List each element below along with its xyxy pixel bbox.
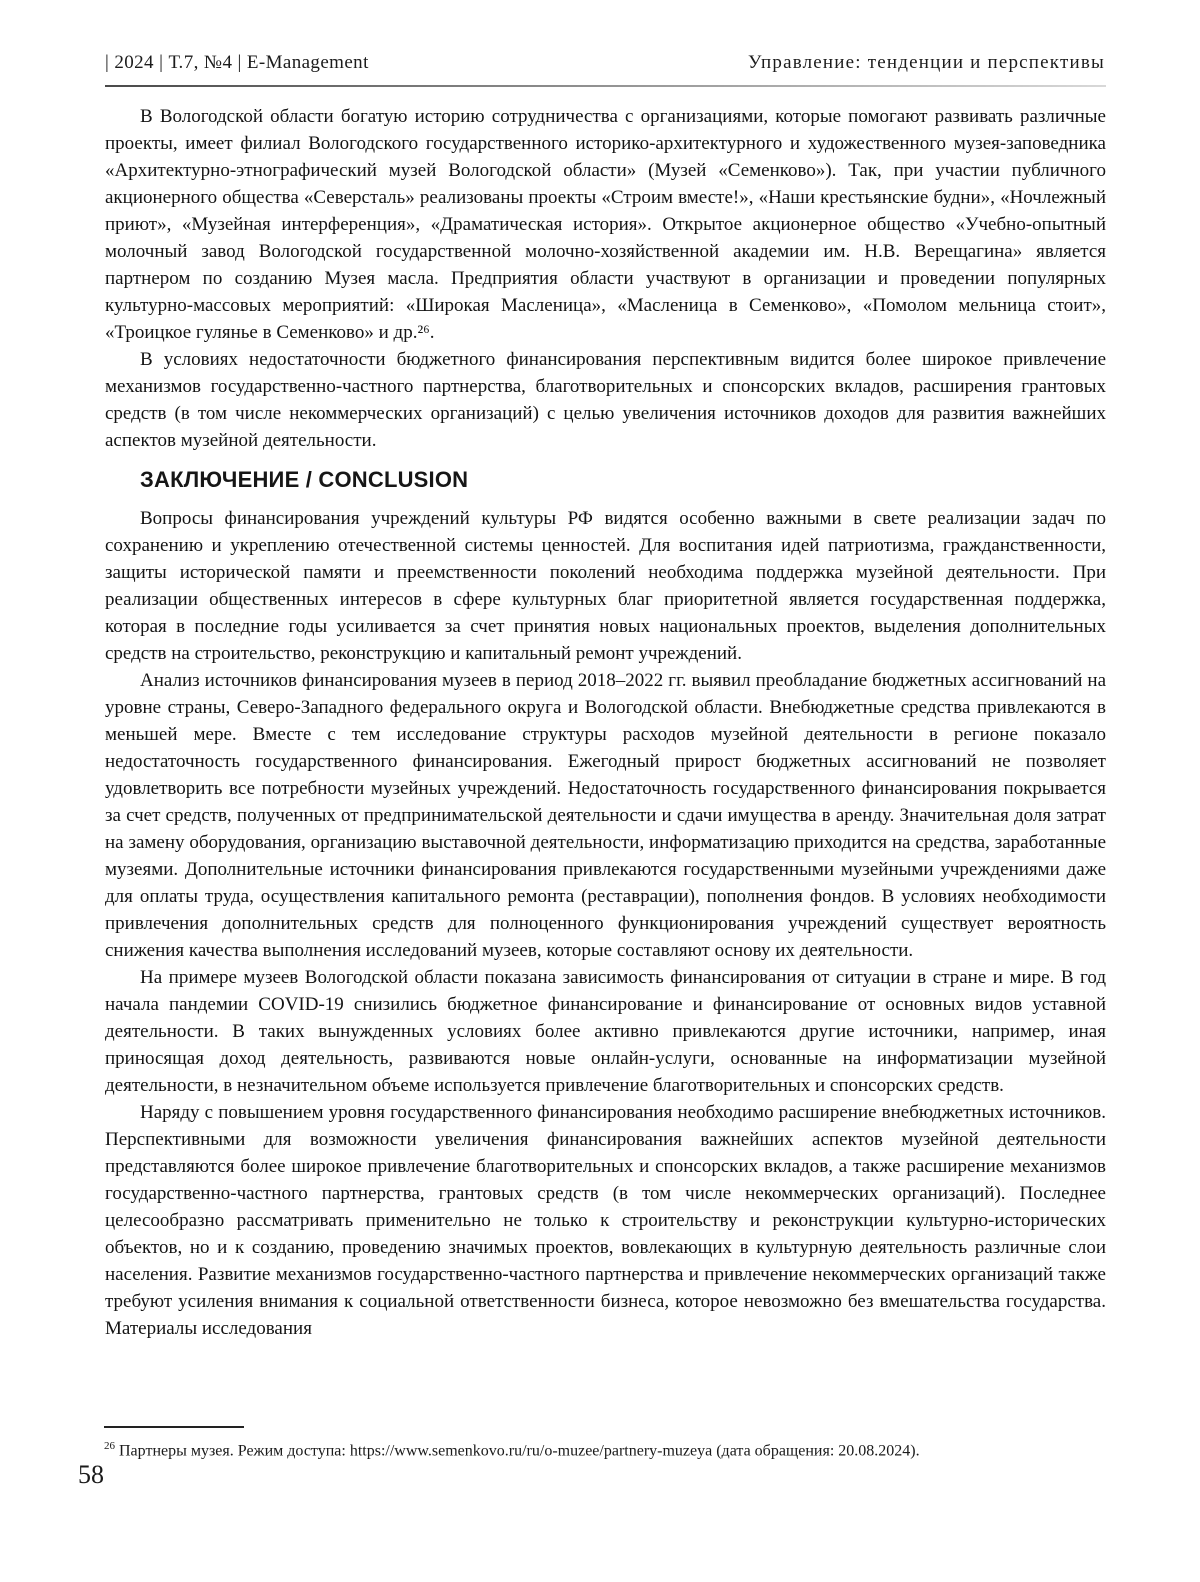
paragraph: Анализ источников финансирования музеев в период 2018–2022 гг. выявил преобладание бюджетных ассигнований на уровне страны, Северо-Западного федерального округа и Вологодской области. Внебюджетные средства привлекаются в меньшей мере. Вместе с тем исследование структуры расходов музейной деятельности в регионе показало недостаточность государственного финансирования. Ежегодный прирост бюджетных ассигнований не позволяет удовлетворить все потребности музейных учреждений. Недостаточность государственного финансирования покрывается за счет средств, полученных от предпринимательской деятельности и сдачи имущества в аренду. Значительная доля затрат на замену оборудования, организацию выставочной деятельности, информатизацию приходится на средства, заработанные музеями. Дополнительные источники финансирования привлекаются государственными музейными учреждениями даже для оплаты труда, осуществления капитального ремонта (реставрации), пополнения фондов. В условиях необходимости привлечения дополнительных средств для полноценного функционирования учреждений существует вероятность снижения качества выполнения исследований музеев, которые составляют основу их деятельности. — [105, 670, 1106, 961]
paragraph: На примере музеев Вологодской области показана зависимость финансирования от ситуации в стране и мире. В год начала пандемии COVID-19 снизились бюджетное финансирование и финансирование от основных видов уставной деятельности. В таких вынужденных условиях более активно привлекаются другие источники, например, иная приносящая доход деятельность, развиваются новые онлайн-услуги, основанные на информатизации музейной деятельности, в незначительном объеме используется привлечение благотворительных и спонсорских средств. — [105, 967, 1106, 1096]
footnote — [104, 1436, 1104, 1461]
paragraph: В условиях недостаточности бюджетного финансирования перспективным видится более широкое привлечение механизмов государственно-частного партнерства, благотворительных и спонсорских вкладов, расширения грантовых средств (в том числе некоммерческих организаций) с целью увеличения источников доходов для развития важнейших аспектов музейной деятельности. — [105, 349, 1106, 451]
footnote-marker: 26 — [104, 1440, 115, 1452]
paragraph: Наряду с повышением уровня государственного финансирования необходимо расширение внебюджетных источников. Перспективными для возможности увеличения финансирования важнейших аспектов музейной деятельности представляются более широкое привлечение благотворительных и спонсорских вкладов, а также расширение механизмов государственно-частного партнерства, грантовых средств (в том числе некоммерческих организаций). Последнее целесообразно рассматривать применительно не только к строительству и реконструкции культурно-исторических объектов, но и к созданию, проведению значимых проектов, вовлекающих в культурную деятельность различные слои населения. Развитие механизмов государственно-частного партнерства и привлечение некоммерческих организаций также требуют усиления внимания к социальной ответственности бизнеса, которое невозможно без вмешательства государства. Материалы исследования — [105, 1102, 1106, 1339]
journal-section-title: Управление: тенденции и перспективы — [748, 52, 1105, 73]
footnote-divider — [104, 1426, 244, 1428]
header-divider — [105, 85, 1106, 87]
conclusion-heading: ЗАКЛЮЧЕНИЕ / CONCLUSION — [140, 467, 469, 492]
paragraph: Вопросы финансирования учреждений культуры РФ видятся особенно важными в свете реализации задач по сохранению и укреплению отечественной системы ценностей. Для воспитания идей патриотизма, гражданственности, защиты исторической памяти и преемственности поколений необходима поддержка музейной деятельности. При реализации общественных интересов в сфере культурных благ приоритетной является государственная поддержка, которая в последние годы усиливается за счет принятия новых национальных проектов, выделения дополнительных средств на строительство, реконструкцию и капитальный ремонт учреждений. — [105, 508, 1106, 664]
paragraph: В Вологодской области богатую историю сотрудничества с организациями, которые помогают развивать различные проекты, имеет филиал Вологодского государственного историко-архитектурного и художественного музея-заповедника «Архитектурно-этнографический музей Вологодской области» (Музей «Семенково»). Так, при участии публичного акционерного общества «Северсталь» реализованы проекты «Строим вместе!», «Наши крестьянские будни», «Ночлежный приют», «Музейная интерференция», «Драматическая история». Открытое акционерное общество «Учебно-опытный молочный завод Вологодской государственной молочно-хозяйственной академии им. Н.В. Верещагина» является партнером по созданию Музея масла. Предприятия области участвуют в организации и проведении популярных культурно-массовых мероприятий: «Широкая Масленица», «Масленица в Семенково», «Помолом мельница стоит», «Троицкое гулянье в Семенково» и др.²⁶. — [105, 106, 1106, 343]
journal-header — [105, 52, 1105, 74]
footnote-text: Партнеры музея. Режим доступа: https://www.semenkovo.ru/ru/o-muzee/partnery-muzeya (дата обращения: 20.08.2024). — [119, 1442, 920, 1460]
article-body — [105, 103, 1106, 1403]
page-number: 58 — [78, 1460, 104, 1489]
journal-issue-info: | 2024 | Т.7, №4 | E-Management — [105, 52, 369, 73]
